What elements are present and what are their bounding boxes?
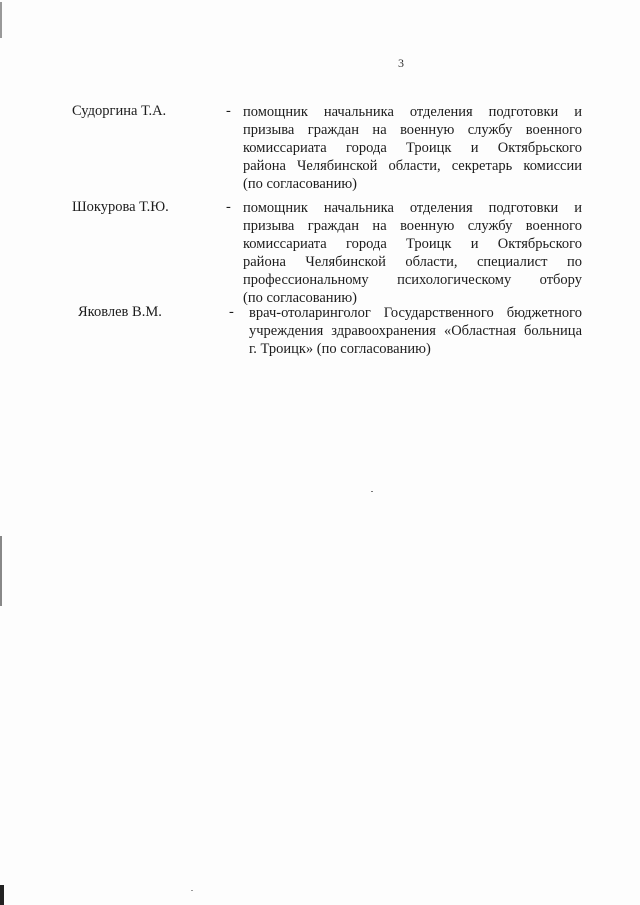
role-line: (по согласованию) xyxy=(243,176,357,192)
scan-edge-mark xyxy=(0,2,2,38)
role-line: района Челябинской области, секретарь комиссии xyxy=(243,158,582,174)
role-line: помощник начальника отделения подготовки и xyxy=(243,200,582,216)
member-name: Шокурова Т.Ю. xyxy=(72,199,169,215)
scan-speck xyxy=(371,491,373,492)
member-dash: - xyxy=(229,304,234,320)
member-name: Судоргина Т.А. xyxy=(72,103,167,119)
role-line: г. Троицк» (по согласованию) xyxy=(249,341,431,357)
role-line: помощник начальника отделения подготовки и xyxy=(243,104,582,120)
page-number: 3 xyxy=(398,56,404,70)
role-line: врач-отоларинголог Государственного бюджетного xyxy=(249,305,582,321)
scan-edge-mark xyxy=(0,536,2,606)
role-line: призыва граждан на военную службу военного xyxy=(243,218,582,234)
scan-speck xyxy=(191,890,193,891)
member-name: Яковлев В.М. xyxy=(78,304,162,320)
role-line: профессиональному психологическому отбору xyxy=(243,272,582,288)
member-role xyxy=(249,304,582,358)
member-role xyxy=(243,103,582,193)
member-role xyxy=(243,199,582,307)
role-line: призыва граждан на военную службу военного xyxy=(243,122,582,138)
scan-edge-mark xyxy=(0,885,4,905)
member-dash: - xyxy=(226,103,231,119)
role-line: (по согласованию) xyxy=(243,290,357,306)
role-line: комиссариата города Троицк и Октябрьского xyxy=(243,140,582,156)
role-line: учреждения здравоохранения «Областная больница xyxy=(249,323,582,339)
role-line: комиссариата города Троицк и Октябрьского xyxy=(243,236,582,252)
role-line: района Челябинской области, специалист по xyxy=(243,254,582,270)
member-dash: - xyxy=(226,199,231,215)
